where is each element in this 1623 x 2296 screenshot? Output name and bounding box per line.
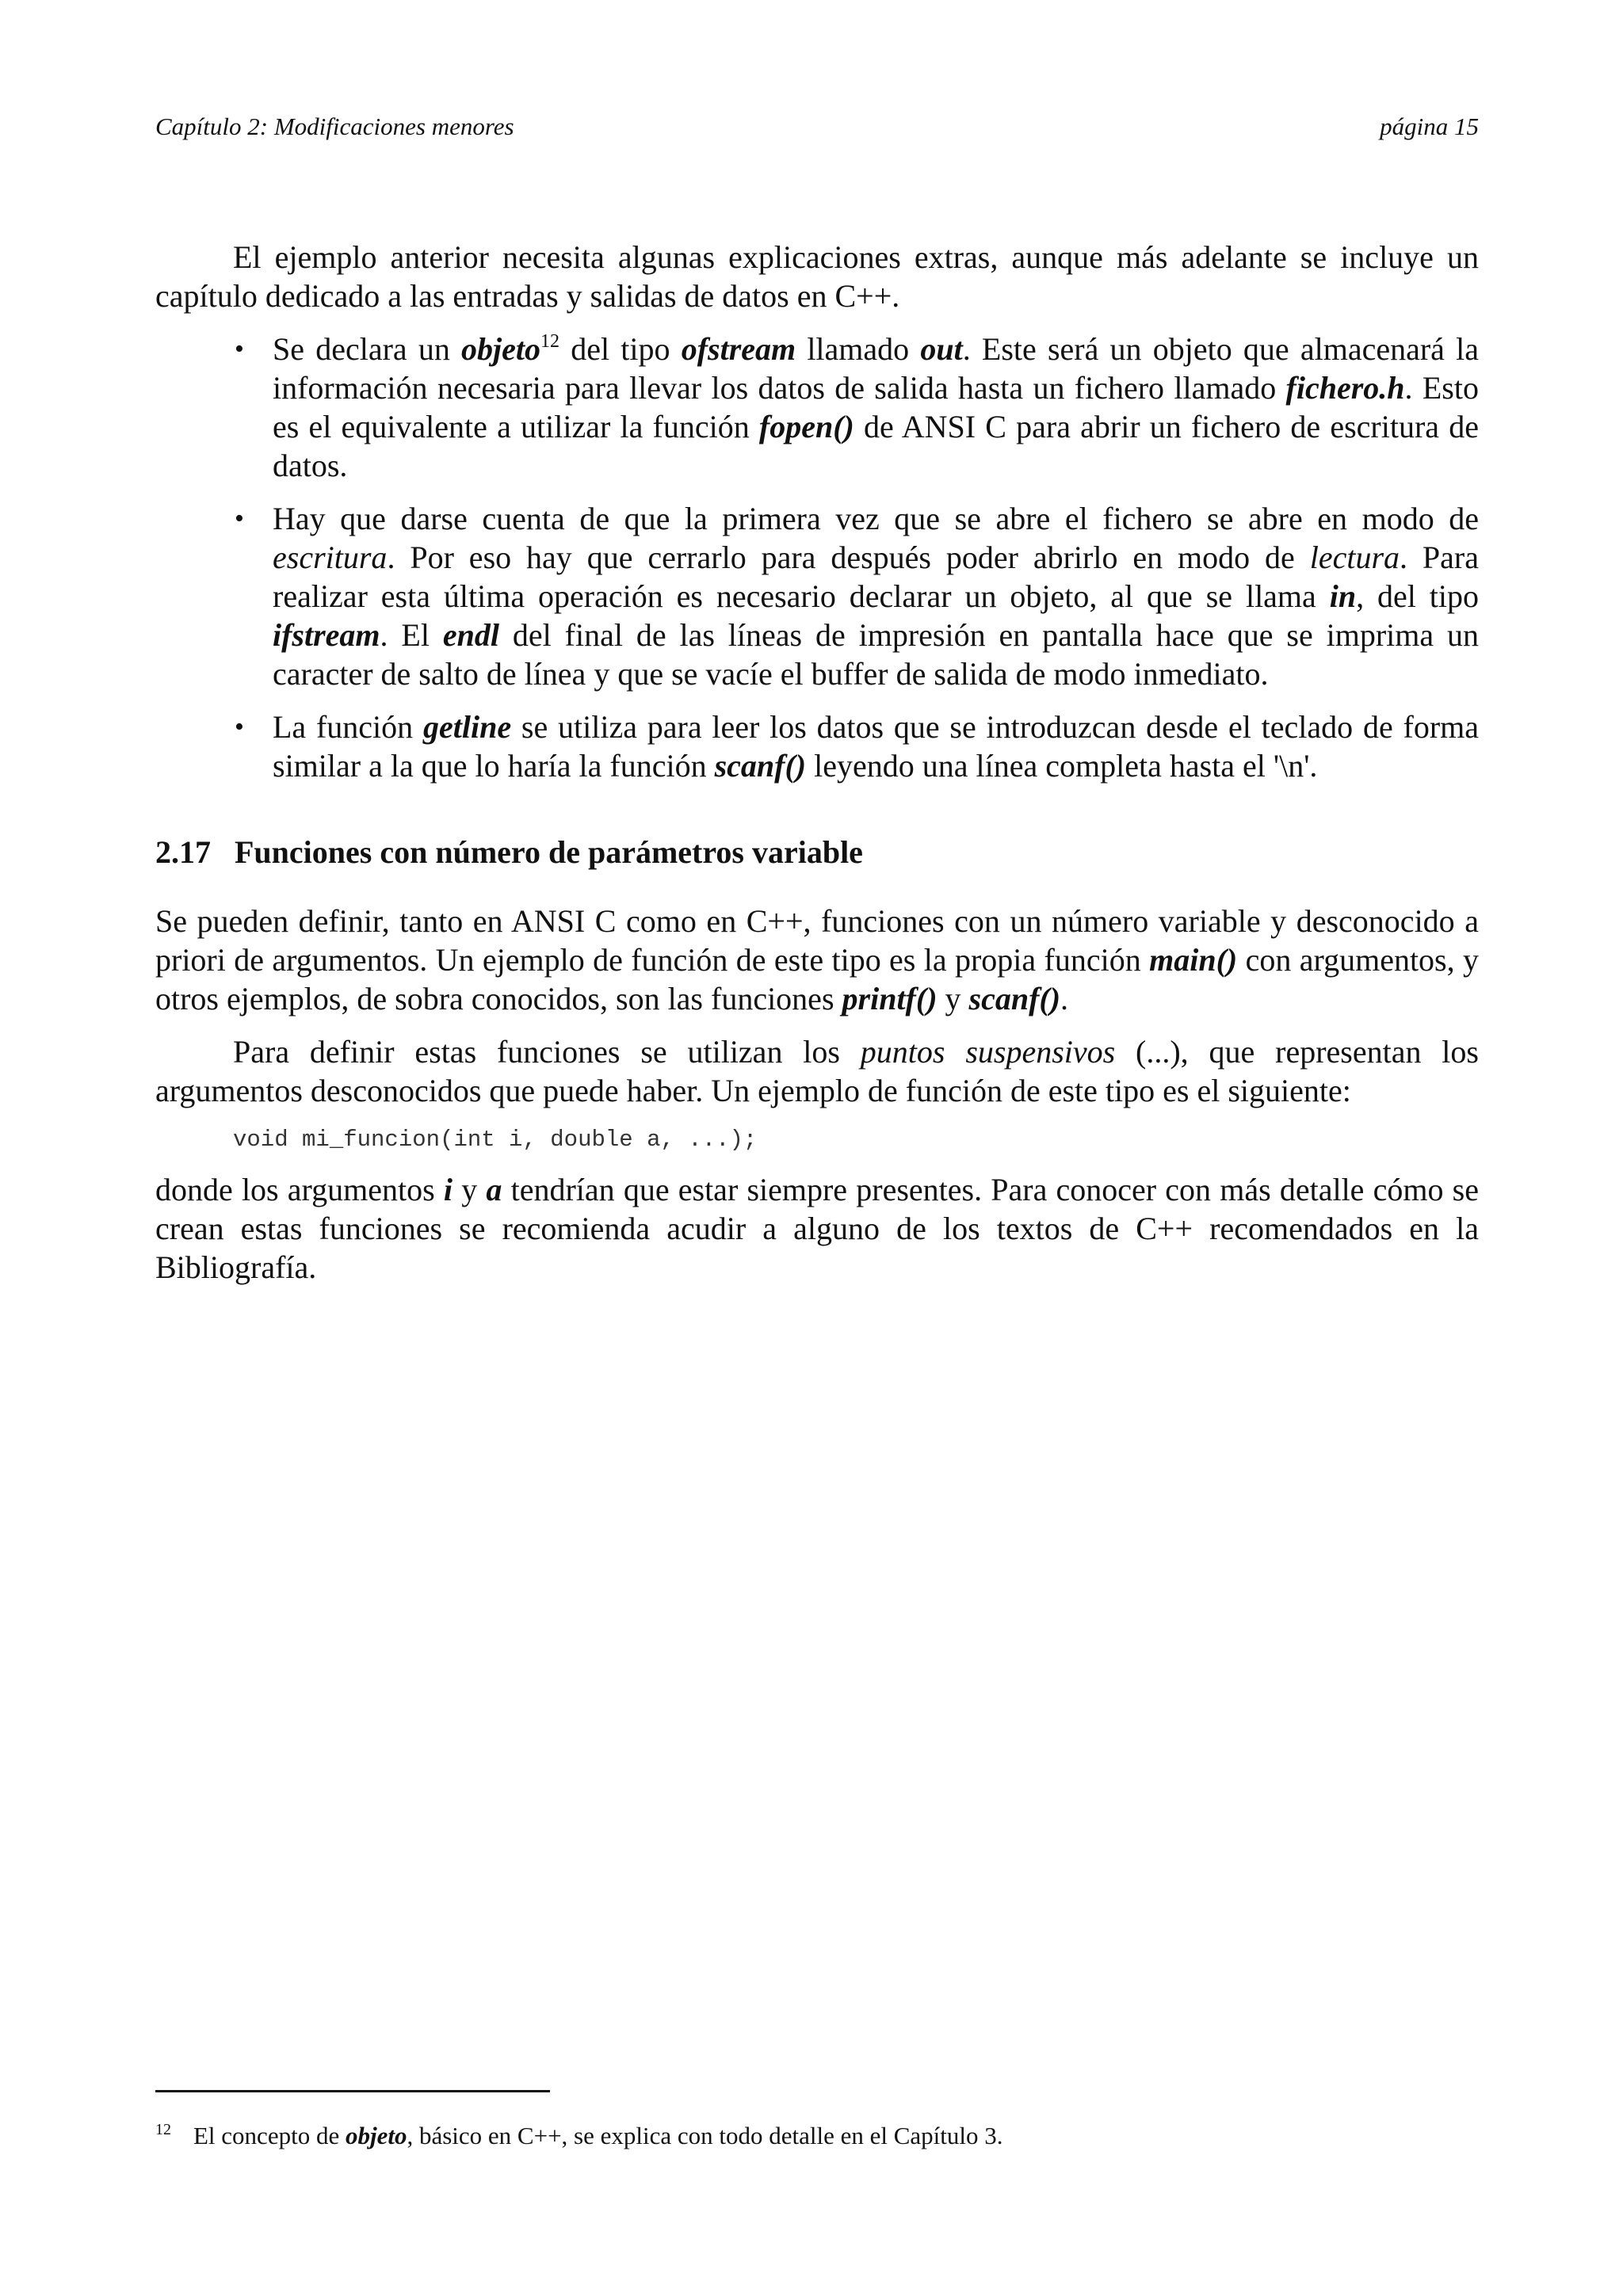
term-a: a: [486, 1172, 502, 1207]
term-objeto: objeto: [461, 331, 541, 367]
term-scanf: scanf(): [714, 748, 807, 784]
footnote: [155, 2114, 1479, 2152]
term-fopen: fopen(): [758, 409, 854, 444]
text-span: del final de las líneas de impresión en pantalla hace que se imprima un caracter de salto de línea y que se vacíe el buffer de salida de modo inmediato.: [273, 617, 1480, 692]
bullet-item-getline: [235, 707, 1479, 785]
header-chapter: Capítulo 2: Modificaciones menores: [155, 113, 514, 140]
text-span: , del tipo: [1356, 578, 1479, 614]
text-span: .: [1060, 981, 1069, 1016]
term-lectura: lectura: [1309, 540, 1400, 575]
header-page-number: página 15: [1380, 113, 1479, 140]
text-span: y: [453, 1172, 487, 1207]
text-span: . Para realizar esta última operación es necesario declarar un objeto, al que se llama: [273, 540, 1480, 614]
running-header: [155, 111, 1479, 143]
term-scanf-2: scanf(): [968, 981, 1061, 1016]
term-main: main(): [1149, 942, 1238, 978]
text-span: y: [937, 981, 969, 1016]
footnote-term-objeto: objeto: [345, 2122, 407, 2149]
text-span: del tipo: [559, 331, 682, 367]
text-span: de ANSI C para abrir un fichero de escritura de datos.: [273, 409, 1479, 483]
text-span: con argumentos, y otros ejemplos, de sobra conocidos, son las funciones: [155, 942, 1479, 1016]
bullet-icon: •: [235, 334, 244, 364]
intro-paragraph: El ejemplo anterior necesita algunas explicaciones extras, aunque más adelante se incluye un capítulo dedicado a las entradas y salidas de datos en C++.: [155, 239, 1479, 314]
term-in: in: [1329, 578, 1357, 614]
paragraph-definition: [155, 902, 1479, 1018]
text-span: . Este será un objeto que almacenará la información necesaria para llevar los datos de salida hasta un fichero llamado: [273, 331, 1479, 406]
page: [155, 111, 1479, 1287]
text-span: . Esto es el equivalente a utilizar la función: [273, 370, 1479, 444]
text-span: donde los argumentos: [155, 1172, 444, 1207]
term-ofstream: ofstream: [681, 331, 796, 367]
code-example: void mi_funcion(int i, double a, ...);: [233, 1127, 758, 1153]
footnote-separator: [155, 2090, 550, 2092]
term-escritura: escritura: [273, 540, 388, 575]
paragraph-puntos-suspensivos: [155, 1032, 1479, 1110]
text-span: (...), que representan los argumentos desconocidos que puede haber. Un ejemplo de función de este tipo es el siguiente:: [155, 1034, 1479, 1108]
section-title: Funciones con número de parámetros variable: [235, 834, 863, 870]
body-text: [155, 238, 1479, 1287]
section-number: 2.17: [155, 834, 211, 870]
text-span: se utiliza para leer los datos que se introduzcan desde el teclado de forma similar a la que lo haría la función: [273, 709, 1479, 784]
bullet-list: [155, 330, 1479, 785]
paragraph-conclusion: [155, 1170, 1479, 1287]
bullet-icon: •: [235, 712, 244, 742]
text-span: llamado: [796, 331, 921, 367]
text-span: Se declara un: [273, 331, 462, 367]
text-span: . Por eso hay que cerrarlo para después poder abrirlo en modo de: [387, 540, 1310, 575]
footnote-number: 12: [155, 2121, 171, 2138]
text-span: tendrían que estar siempre presentes. Para conocer con más detalle cómo se crean estas funciones se recomienda acudir a alguno de los textos de C++ recomendados en la Bibliografía.: [155, 1172, 1479, 1285]
bullet-icon: •: [235, 504, 244, 533]
term-endl: endl: [442, 617, 499, 653]
term-printf: printf(): [842, 981, 938, 1016]
term-out: out: [920, 331, 963, 367]
term-i: i: [443, 1172, 453, 1207]
term-puntos-suspensivos: puntos suspensivos: [860, 1034, 1116, 1070]
text-span: leyendo una línea completa hasta el '\n'.: [806, 748, 1318, 784]
text-span: La función: [273, 709, 423, 745]
section-heading: [155, 833, 1479, 871]
bullet-item-objeto: [235, 330, 1479, 485]
text-span: El concepto de: [193, 2122, 346, 2149]
term-fichero-h: fichero.h: [1285, 370, 1405, 406]
term-ifstream: ifstream: [273, 617, 380, 653]
term-getline: getline: [422, 709, 512, 745]
text-span: Para definir estas funciones se utilizan los: [233, 1034, 861, 1070]
text-span: Se pueden definir, tanto en ANSI C como en C++, funciones con un número variable y desconocido a priori de argumentos. Un ejemplo de función de este tipo es la propia función: [155, 903, 1479, 978]
text-span: Hay que darse cuenta de que la primera vez que se abre el fichero se abre en modo de: [273, 501, 1479, 536]
footnote-ref: 12: [540, 331, 560, 352]
text-span: , básico en C++, se explica con todo detalle en el Capítulo 3.: [407, 2122, 1003, 2149]
text-span: . El: [380, 617, 443, 653]
bullet-item-escritura: [235, 499, 1480, 693]
